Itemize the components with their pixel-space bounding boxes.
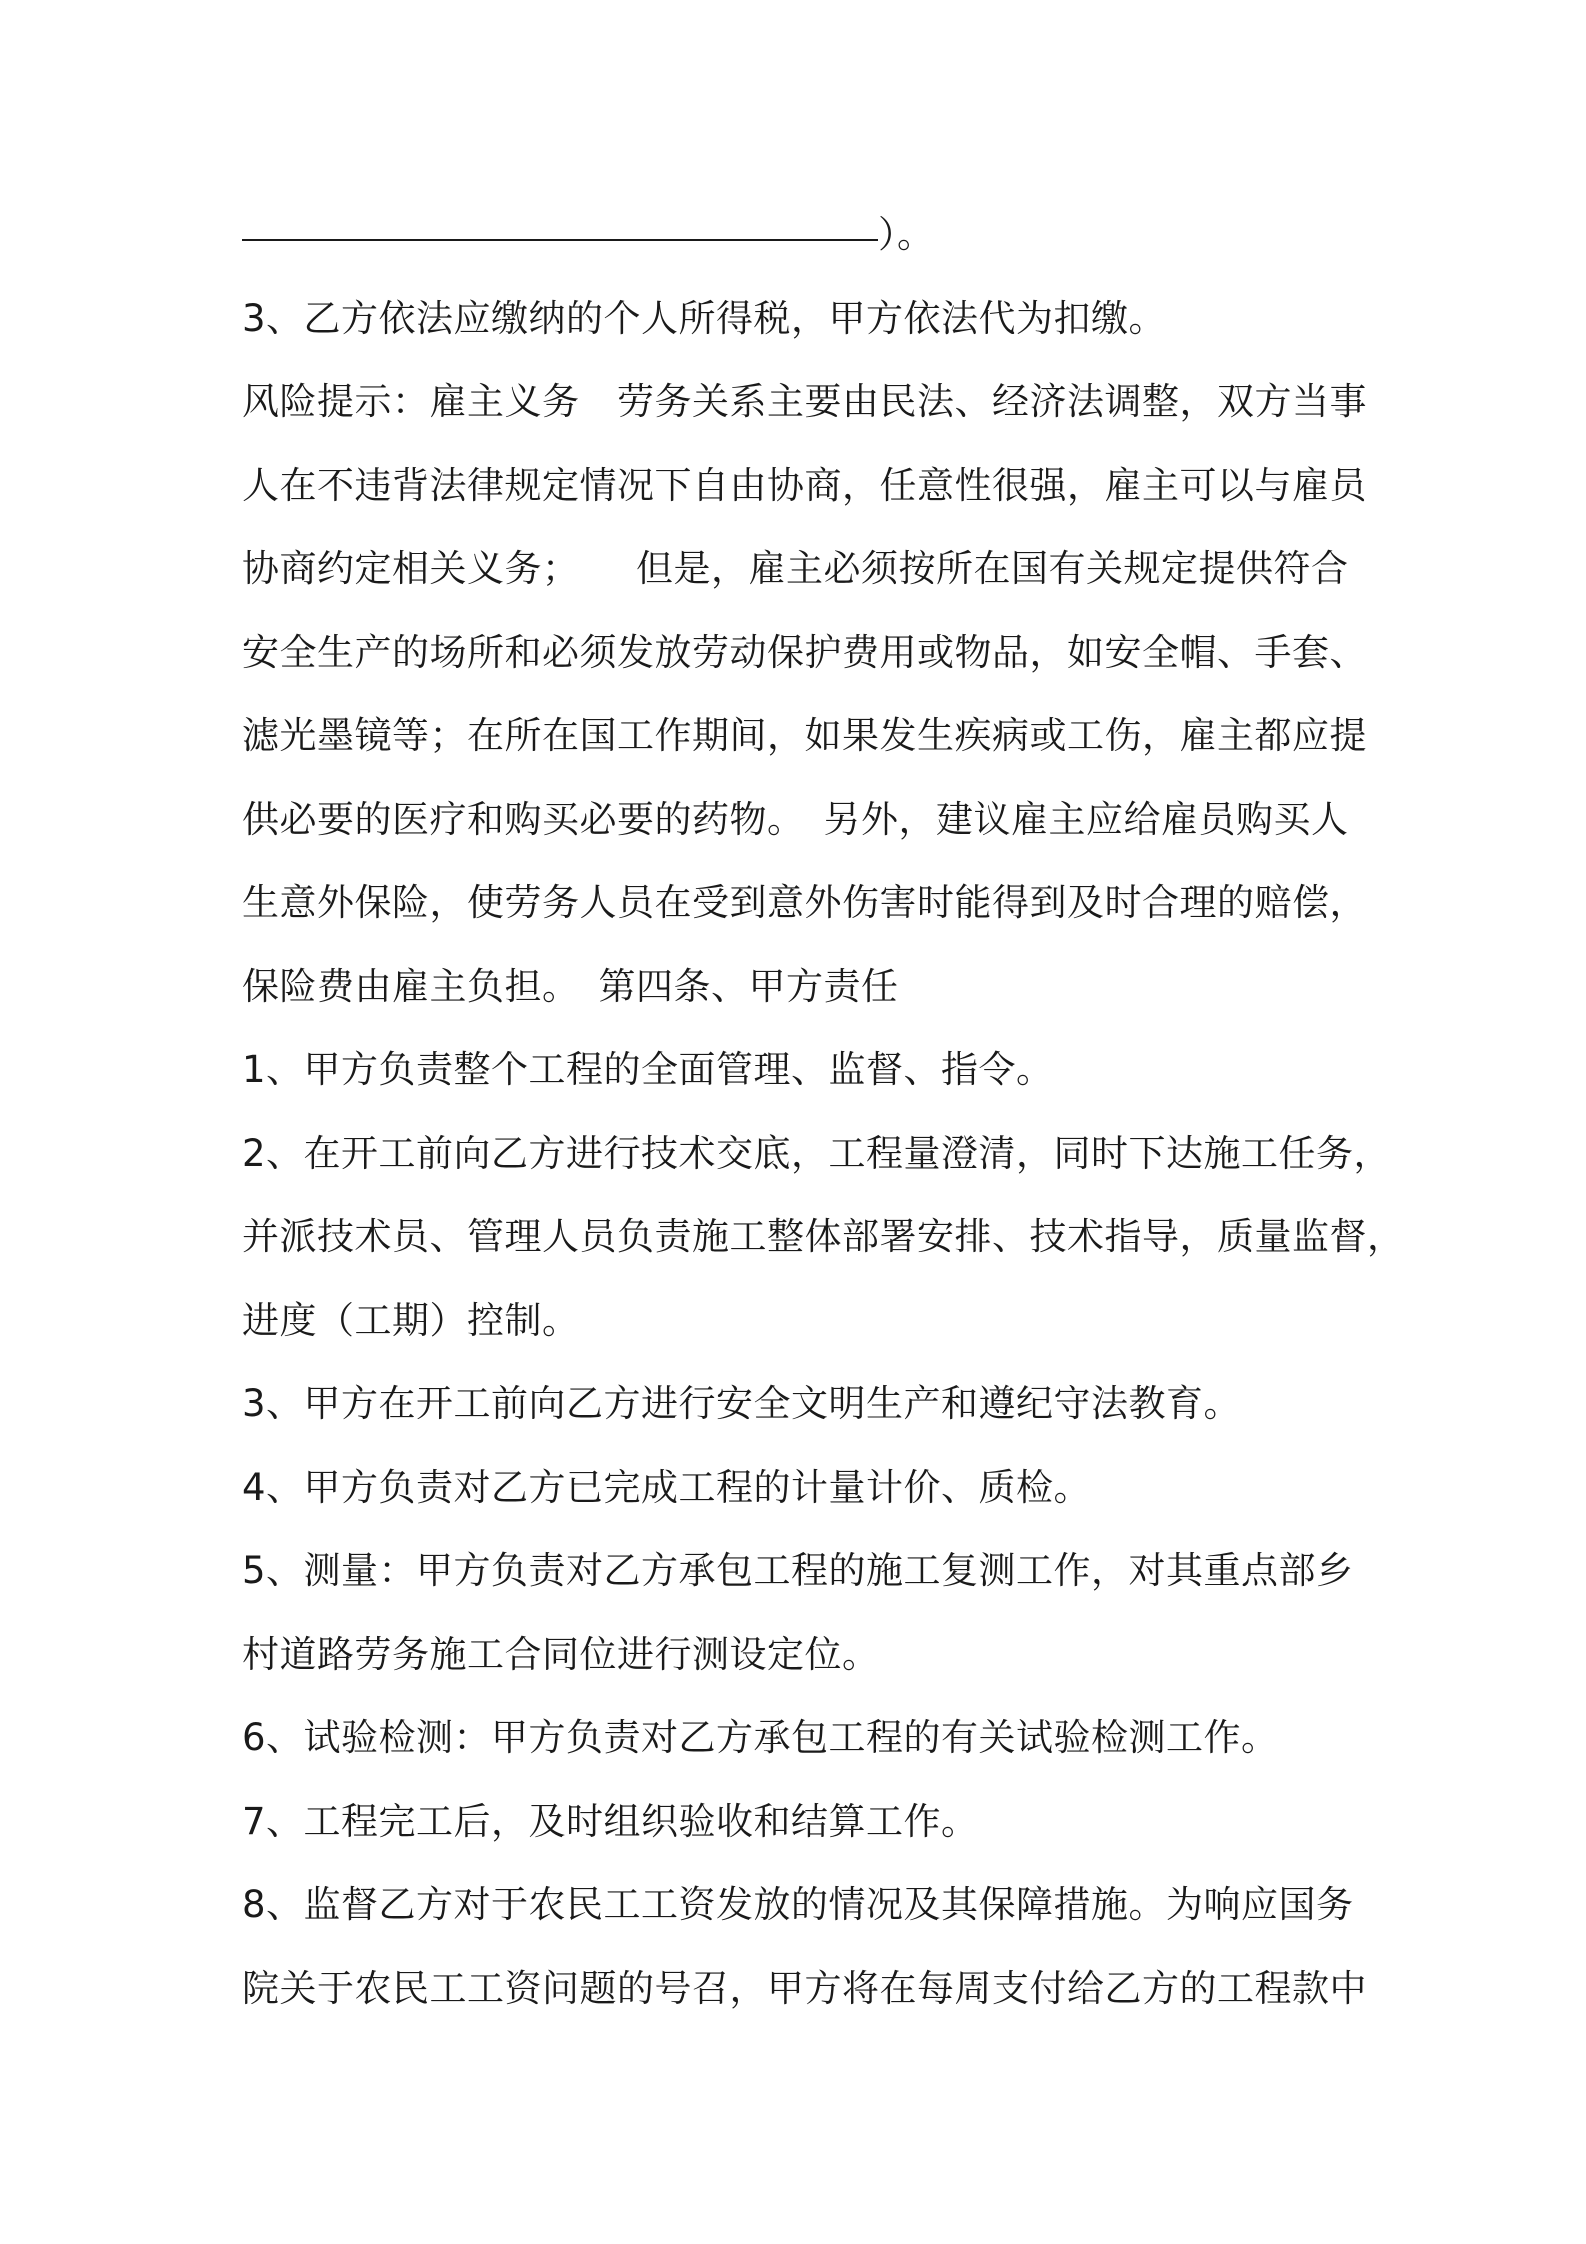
- text-line: 院关于农民工工资问题的号召，甲方将在每周支付给乙方的工程款中: [242, 1966, 1367, 2010]
- fill-in-blank: [242, 199, 878, 241]
- text-line: 滤光墨镜等；在所在国工作期间，如果发生疾病或工伤，雇主都应提: [242, 714, 1367, 757]
- text-line: 5、测量：甲方负责对乙方承包工程的施工复测工作，对其重点部乡: [242, 1549, 1354, 1592]
- text-line: 3、甲方在开工前向乙方进行安全文明生产和遵纪守法教育。: [242, 1382, 1242, 1425]
- text-line: 人在不违背法律规定情况下自由协商，任意性很强，雇主可以与雇员: [242, 463, 1367, 507]
- text-line: 安全生产的场所和必须发放劳动保护费用或物品，如安全帽、手套、: [242, 630, 1367, 674]
- text-line: 保险费由雇主负担。 第四条、甲方责任: [242, 964, 899, 1008]
- text-line: 生意外保险，使劳务人员在受到意外伤害时能得到及时合理的赔偿，: [242, 881, 1367, 924]
- text-line: 4、甲方负责对乙方已完成工程的计量计价、质检。: [242, 1465, 1092, 1509]
- text-line: 6、试验检测：甲方负责对乙方承包工程的有关试验检测工作。: [242, 1716, 1279, 1759]
- text-line: 7、工程完工后，及时组织验收和结算工作。: [242, 1799, 979, 1843]
- text-line: 8、监督乙方对于农民工工资发放的情况及其保障措施。为响应国务: [242, 1883, 1354, 1926]
- blank-fill-line: [242, 193, 1372, 277]
- text-line: 协商约定相关义务； 但是，雇主必须按所在国有关规定提供符合: [242, 547, 1349, 590]
- text-line: 村道路劳务施工合同位进行测设定位。: [242, 1632, 880, 1676]
- document-body: [242, 193, 1405, 2030]
- text-line: 2、在开工前向乙方进行技术交底，工程量澄清，同时下达施工任务，: [242, 1131, 1392, 1175]
- text-line: 供必要的医疗和购买必要的药物。 另外，建议雇主应给雇员购买人: [242, 797, 1349, 841]
- text-line: 3、乙方依法应缴纳的个人所得税，甲方依法代为扣缴。: [242, 296, 1167, 340]
- text-line: 风险提示：雇主义务 劳务关系主要由民法、经济法调整，双方当事: [242, 380, 1367, 423]
- text-line: 进度（工期）控制。: [242, 1298, 580, 1342]
- text-line: 1、甲方负责整个工程的全面管理、监督、指令。: [242, 1048, 1054, 1091]
- blank-closing-text: ）。: [878, 213, 935, 256]
- text-line: 并派技术员、管理人员负责施工整体部署安排、技术指导，质量监督，: [242, 1215, 1405, 1258]
